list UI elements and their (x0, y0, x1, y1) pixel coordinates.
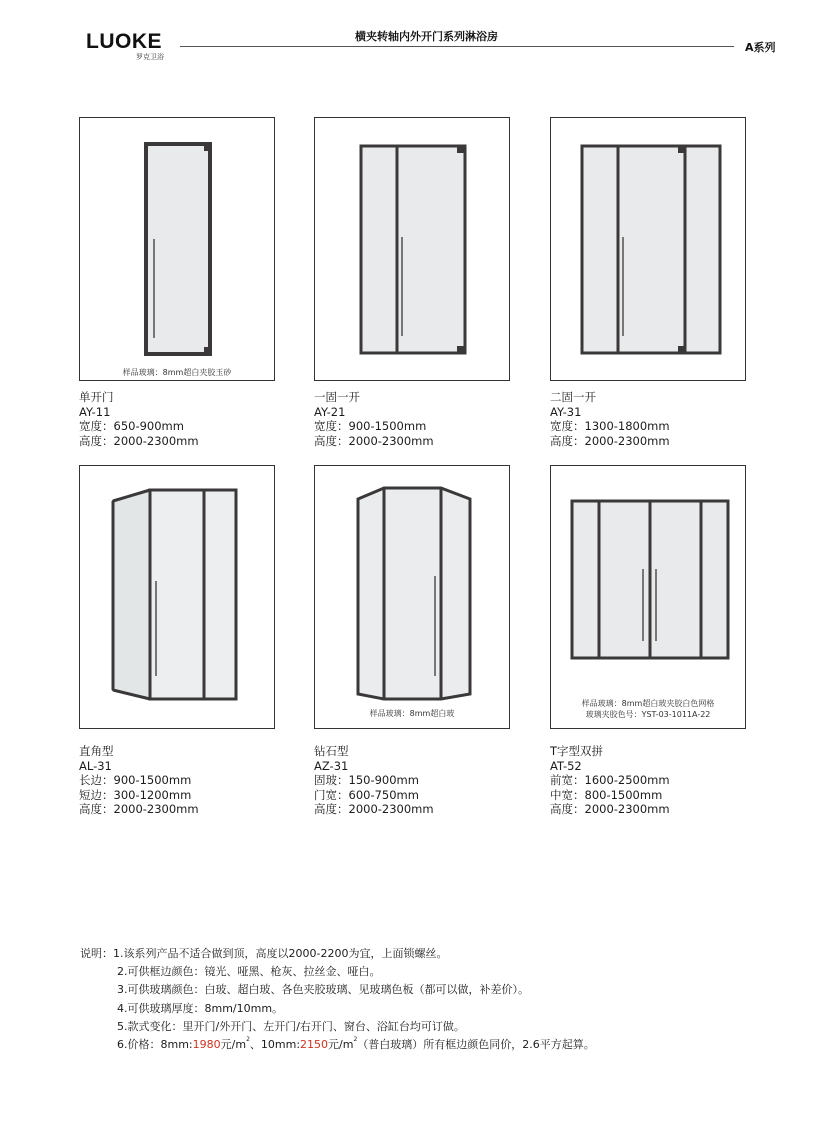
product-card-ay-31 (550, 117, 746, 381)
single-door-enclosure-icon (80, 118, 275, 381)
notes-label: 说明： (80, 947, 113, 960)
note-text: 1.该系列产品不适合做到顶，高度以2000-2200为宜，上面锁螺丝。 (113, 947, 448, 960)
page-title: 横夹转轴内外开门系列淋浴房 (355, 30, 498, 43)
notes-section (80, 945, 595, 1054)
one-fixed-one-door-enclosure-icon (315, 118, 510, 381)
product-spec: 宽度：1300-1800mm (550, 419, 670, 433)
product-card-ay-11 (79, 117, 275, 381)
product-spec: 宽度：900-1500mm (314, 419, 427, 433)
product-spec: 短边：300-1200mm (79, 787, 192, 802)
unit-superscript: 2 (246, 1036, 250, 1044)
product-spec: 高度：2000-2300mm (314, 433, 434, 448)
product-card-al-31 (79, 465, 275, 729)
note-item: 2.可供框边颜色：镜光、哑黑、枪灰、拉丝金、哑白。 (117, 965, 381, 979)
product-spec: 高度：2000-2300mm (550, 802, 670, 816)
t-shape-double-enclosure-icon (551, 466, 746, 729)
note-item: 3.可供玻璃颜色：白玻、超白玻、各色夹胶玻璃、见玻璃色板（都可以做，补差价）。 (117, 983, 529, 997)
product-name: 二固一开 (550, 390, 596, 404)
logo-subtitle: 罗克卫浴 (136, 53, 164, 61)
product-spec: 高度：2000-2300mm (550, 433, 670, 448)
product-info-ay-21 (314, 390, 510, 448)
glass-note-line: 玻璃夹胶色号：YST-03-1011A-22 (585, 710, 711, 719)
series-tag: A系列 (745, 41, 776, 54)
glass-note: 样品玻璃：8mm超白夹胶玉砂 (122, 368, 232, 377)
diamond-enclosure-icon (315, 466, 510, 729)
logo-text: LUOKE (86, 30, 162, 53)
glass-note (551, 698, 745, 720)
product-name: 直角型 (79, 744, 114, 758)
note-item: 4.可供玻璃厚度：8mm/10mm。 (117, 1001, 284, 1015)
product-code: AL-31 (79, 758, 112, 773)
two-fixed-one-door-enclosure-icon (551, 118, 746, 381)
product-code: AY-11 (79, 404, 111, 419)
price-10mm: 2150 (300, 1038, 329, 1052)
unit-superscript: 2 (353, 1036, 358, 1044)
glass-note: 样品玻璃：8mm超白玻 (369, 709, 455, 718)
product-info-az-31 (314, 744, 510, 817)
product-card-at-52 (550, 465, 746, 729)
price-prefix: 6.价格：8mm: (117, 1038, 193, 1052)
price-8mm: 1980 (192, 1038, 221, 1052)
product-name: T字型双拼 (550, 744, 604, 758)
product-spec: 宽度：650-900mm (79, 419, 184, 433)
product-code: AY-31 (550, 404, 582, 419)
product-spec: 长边：900-1500mm (79, 773, 192, 787)
product-spec: 高度：2000-2300mm (79, 802, 199, 816)
product-card-az-31 (314, 465, 510, 729)
glass-note-line: 样品玻璃：8mm超白玻夹胶白色网格 (581, 699, 715, 708)
product-spec: 前宽：1600-2500mm (550, 773, 670, 787)
product-code: AT-52 (550, 758, 582, 773)
product-code: AY-21 (314, 404, 346, 419)
product-card-ay-21 (314, 117, 510, 381)
price-suffix: （普白玻璃）所有框边颜色同价，2.6平方起算。 (357, 1038, 595, 1052)
product-spec: 高度：2000-2300mm (79, 433, 199, 448)
product-spec: 固玻：150-900mm (314, 773, 419, 787)
product-info-at-52 (550, 744, 746, 817)
product-spec: 中宽：800-1500mm (550, 787, 663, 802)
product-name: 单开门 (79, 390, 114, 404)
product-spec: 高度：2000-2300mm (314, 802, 434, 816)
price-unit: 元/m (328, 1038, 354, 1052)
product-info-al-31 (79, 744, 275, 817)
price-unit: 元/m (220, 1038, 247, 1052)
price-mid: 、10mm: (249, 1038, 301, 1052)
product-code: AZ-31 (314, 758, 349, 773)
note-item (80, 945, 595, 963)
header-divider (180, 46, 734, 47)
price-note (80, 1036, 595, 1054)
product-info-ay-31 (550, 390, 746, 448)
brand-logo (86, 30, 164, 61)
product-name: 一固一开 (314, 390, 360, 404)
note-item: 5.款式变化：里开门/外开门、左开门/右开门、窗台、浴缸台均可订做。 (117, 1019, 465, 1033)
product-info-ay-11 (79, 390, 275, 448)
corner-enclosure-icon (80, 466, 275, 729)
product-spec: 门宽：600-750mm (314, 787, 419, 802)
product-name: 钻石型 (314, 744, 349, 758)
